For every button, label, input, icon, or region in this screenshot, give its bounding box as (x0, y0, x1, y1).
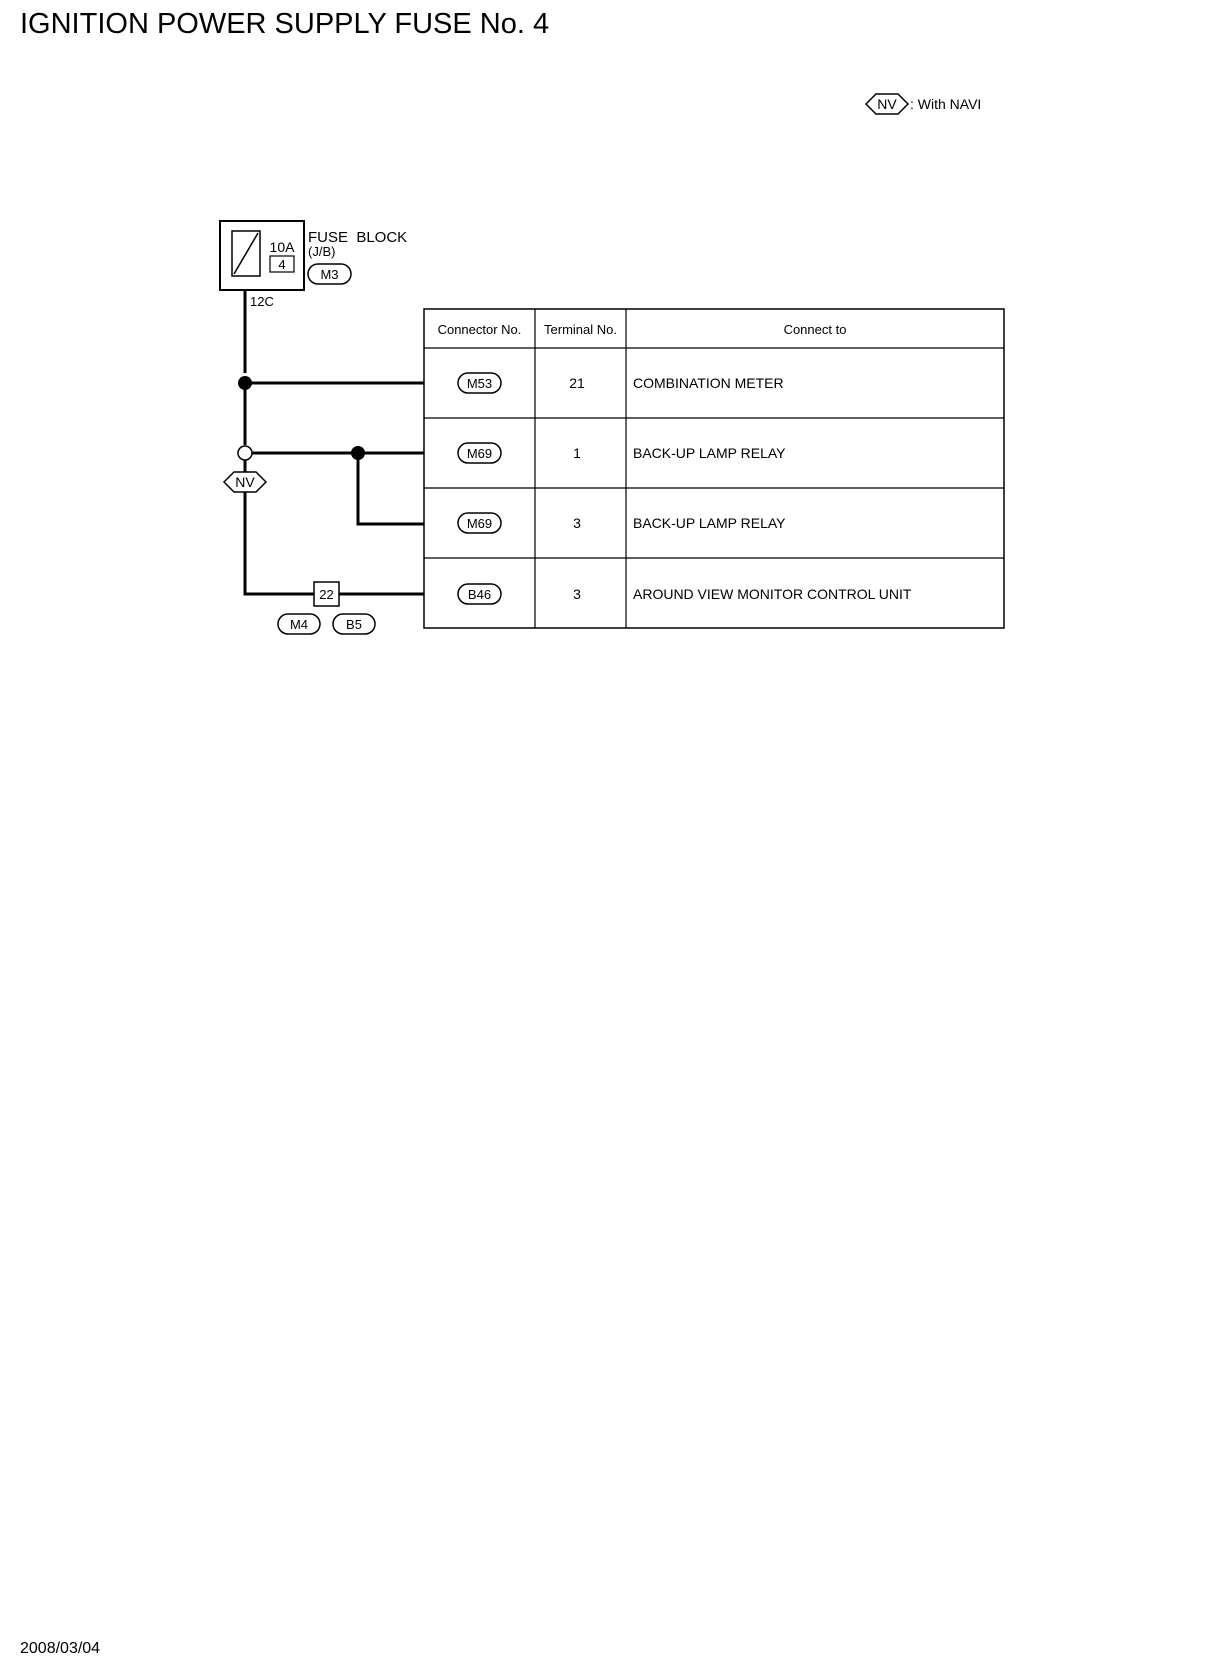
joint-terminal: 22 (319, 587, 334, 602)
connect-to: COMBINATION METER (633, 375, 784, 391)
nv-option-label: NV (235, 474, 255, 490)
page-title: IGNITION POWER SUPPLY FUSE No. 4 (20, 8, 550, 40)
wire-to-b46 (245, 492, 314, 594)
table-row (458, 513, 786, 533)
table-border (424, 309, 1004, 628)
fuse-block (220, 221, 407, 309)
legend (866, 94, 981, 114)
wiring (245, 290, 424, 594)
table-row (458, 373, 784, 393)
fuse-block-sublabel: (J/B) (308, 244, 336, 259)
legend-code: NV (877, 96, 897, 112)
optional-splice-point (238, 446, 252, 460)
wire-to-m69-3 (358, 453, 424, 524)
connector-number: M69 (466, 446, 493, 461)
connector-number: B46 (467, 587, 492, 602)
terminal-number: 3 (573, 586, 581, 602)
connector-number: M53 (466, 376, 493, 391)
connector-number: M69 (466, 516, 493, 531)
splice-point (351, 446, 365, 460)
fuse-number: 4 (278, 257, 286, 272)
connect-to: BACK-UP LAMP RELAY (633, 515, 786, 531)
terminal-number: 21 (569, 375, 585, 391)
fuse-block-connector: M3 (320, 267, 339, 282)
fuse-rating: 10A (269, 239, 295, 255)
connect-to: BACK-UP LAMP RELAY (633, 445, 786, 461)
connection-table (424, 309, 1004, 628)
splice-point (238, 376, 252, 390)
table-header: Connect to (783, 322, 847, 337)
table-header: Terminal No. (544, 322, 617, 337)
joint-connector-label: B5 (346, 617, 362, 632)
fuse-element-line (234, 233, 258, 274)
terminal-number: 1 (573, 445, 581, 461)
legend-text: : With NAVI (910, 96, 982, 112)
footer-date: 2008/03/04 (20, 1640, 101, 1657)
terminal-number: 3 (573, 515, 581, 531)
table-header: Connector No. (437, 322, 522, 337)
table-row (458, 443, 786, 463)
fuse-terminal-label: 12C (250, 294, 274, 309)
connect-to: AROUND VIEW MONITOR CONTROL UNIT (633, 586, 912, 602)
joint-connector-label: M4 (289, 617, 309, 632)
table-row (458, 584, 912, 604)
fuse-block-label: FUSE BLOCK (308, 229, 408, 246)
